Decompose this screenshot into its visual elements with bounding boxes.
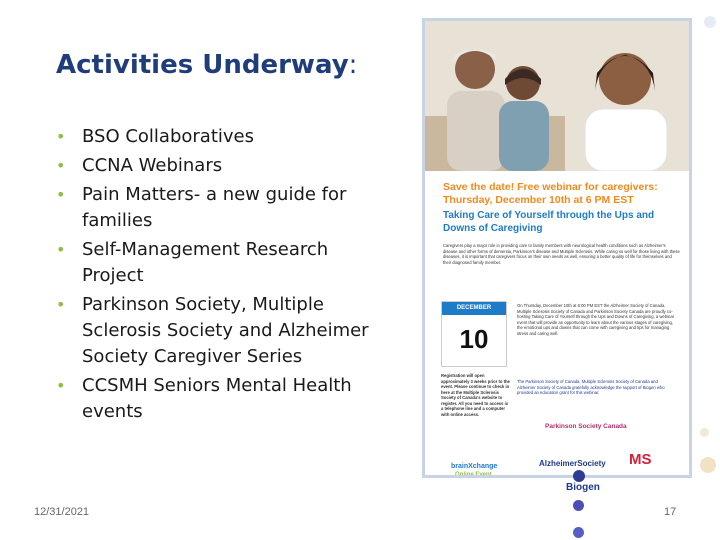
list-item-text: BSO Collaboratives bbox=[82, 126, 254, 147]
slide-title bbox=[56, 50, 357, 80]
decorative-dot-icon bbox=[573, 527, 584, 538]
decorative-dot-icon bbox=[573, 470, 585, 482]
bullet-icon: • bbox=[56, 240, 66, 259]
online-event-label: Online Event bbox=[455, 472, 492, 478]
list-item bbox=[56, 292, 386, 370]
activities-list bbox=[56, 124, 386, 428]
slide-title-colon: : bbox=[348, 50, 358, 80]
page-number: 17 bbox=[664, 506, 677, 518]
slide-title-text: Activities Underway bbox=[56, 50, 349, 80]
bullet-icon: • bbox=[56, 127, 66, 146]
caregivers-photo-illustration bbox=[425, 21, 689, 171]
webinar-flyer bbox=[422, 18, 692, 478]
list-item bbox=[56, 237, 386, 289]
biogen-logo: Biogen bbox=[566, 482, 600, 493]
flyer-subhead: Taking Care of Yourself through the Ups and Downs of Caregiving bbox=[443, 210, 655, 234]
caregivers-photo bbox=[425, 21, 689, 171]
bullet-icon: • bbox=[56, 185, 66, 204]
flyer-registration-text: Registration will open approximately 3 weeks prior to the event. Please continue to check in here at the Multiple Sclerosis Society of Canada's website to register. All you need to access is a telephone line and a computer with online access. bbox=[441, 373, 510, 417]
list-item bbox=[56, 153, 386, 179]
calendar-badge bbox=[441, 301, 507, 367]
list-item-text: CCNA Webinars bbox=[82, 155, 223, 176]
footer-date: 12/31/2021 bbox=[34, 506, 90, 518]
list-item bbox=[56, 373, 386, 425]
flyer-support-text: The Parkinson Society of Canada, Multiple Sclerosis Society of Canada and Alzheimer Society of Canada gratefully acknowledge the support of Biogen who provided an education grant for this webinar. bbox=[517, 379, 665, 395]
list-item-text: Pain Matters- a new guide for families bbox=[82, 184, 347, 231]
ms-logo: MS bbox=[629, 451, 652, 468]
calendar-month: DECEMBER bbox=[442, 302, 506, 315]
decorative-dot-icon bbox=[573, 500, 584, 511]
decorative-dot-icon bbox=[700, 428, 709, 437]
alzheimer-logo: AlzheimerSociety bbox=[539, 459, 606, 468]
brainxchange-logo: brainXchange bbox=[451, 463, 498, 470]
list-item bbox=[56, 182, 386, 234]
list-item-text: CCSMH Seniors Mental Health events bbox=[82, 375, 352, 422]
bullet-icon: • bbox=[56, 376, 66, 395]
calendar-day: 10 bbox=[459, 324, 489, 354]
flyer-event-text: On Thursday, December 10th at 6:00 PM EST the Alzheimer Society of Canada, Multiple Sclerosis Society of Canada and Parkinson Society Canada are proudly co-hosting Taking Care of Yourself through the Ups and Downs of Caregiving, a webinar event that will provide an opportunity to learn about the various stages of caregiving, the emotional ups and downs that can come with caregiving and tips for managing stress and caring well. bbox=[517, 303, 675, 336]
list-item bbox=[56, 124, 386, 150]
list-item-text: Parkinson Society, Multiple Sclerosis Society and Alzheimer Society Caregiver Series bbox=[82, 294, 369, 367]
flyer-intro: Caregivers play a major role in providing care to family members with neurological health conditions such as Alzheimer's disease and other forms of dementia, Parkinson's disease and Multiple Sclerosis. While caring so well for those living with these diseases, it is important that caregivers focus on their own needs as well, ensuring a better quality of life for themselves and their diagnosed family member. bbox=[443, 243, 680, 265]
list-item-text: Self-Management Research Project bbox=[82, 239, 329, 286]
decorative-dot-icon bbox=[700, 457, 716, 473]
bullet-icon: • bbox=[56, 295, 66, 314]
parkinson-logo: Parkinson Society Canada bbox=[545, 423, 627, 430]
flyer-headline: Save the date! Free webinar for caregivers: Thursday, December 10th at 6 PM EST bbox=[443, 181, 658, 206]
decorative-dot-icon bbox=[704, 16, 716, 28]
bullet-icon: • bbox=[56, 156, 66, 175]
